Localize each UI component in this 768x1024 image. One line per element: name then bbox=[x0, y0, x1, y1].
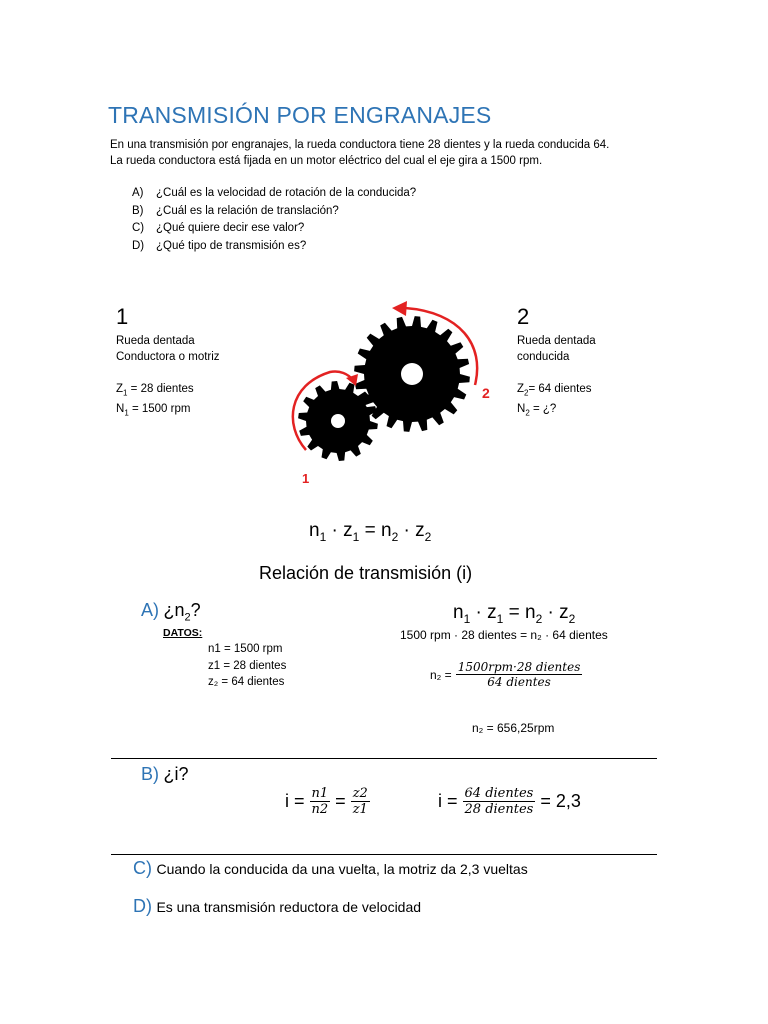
part-c-letter: C) bbox=[133, 858, 152, 878]
small-gear-icon bbox=[298, 381, 378, 461]
part-d-answer: Es una transmisión reductora de velocidad bbox=[156, 899, 422, 915]
wheel1-name-line2: Conductora o motriz bbox=[116, 351, 220, 363]
wheel2-n: $N_2$ = ¿? bbox=[517, 403, 557, 418]
intro-line-1: En una transmisión por engranajes, la rueda conductora tiene 28 dientes y la rueda conducida 64. bbox=[110, 139, 610, 151]
part-a-equation: 1500 rpm · 28 dientes = n₂ · 64 dientes bbox=[400, 628, 608, 642]
relation-heading: Relación de transmisión (i) bbox=[259, 563, 473, 583]
divider bbox=[111, 758, 657, 759]
wheel1-number: 1 bbox=[116, 304, 129, 329]
wheel2-name-line2: conducida bbox=[517, 351, 570, 363]
wheel2-info bbox=[517, 333, 596, 422]
wheel1-n: $N_1 = 1500$ rpm bbox=[116, 403, 191, 418]
wheel1-name-line1: Rueda dentada bbox=[116, 335, 195, 347]
datos-list bbox=[208, 641, 286, 691]
wheel1-z: $Z_1 = 28$ dientes bbox=[116, 383, 194, 398]
divider bbox=[111, 854, 657, 855]
part-c bbox=[133, 858, 528, 879]
wheel2-z: $Z_2= 64$ dientes bbox=[517, 383, 592, 398]
part-a-letter: A) bbox=[141, 600, 159, 620]
diagram-label-1: 1 bbox=[302, 471, 310, 486]
datos-item: z1 = 28 dientes bbox=[208, 659, 287, 672]
datos-item: z₂ = 64 dientes bbox=[208, 676, 285, 688]
wheel1-info bbox=[116, 333, 220, 422]
part-b-formula: i = $\frac{n1}{n2}$ = $\frac{z2}{z1}$ bbox=[285, 786, 368, 817]
question-item bbox=[132, 203, 416, 221]
part-a-formula: $n_1 \cdot z_1 = n_2 \cdot z_2$ bbox=[453, 602, 576, 626]
arrowhead-big-icon bbox=[392, 301, 407, 316]
question-item bbox=[132, 220, 416, 238]
part-b-letter: B) bbox=[141, 764, 159, 784]
diagram-label-2: 2 bbox=[482, 385, 490, 401]
big-gear-icon bbox=[354, 316, 470, 432]
question-text: ¿Qué quiere decir ese valor? bbox=[156, 222, 305, 234]
part-b-text: ¿i? bbox=[163, 764, 189, 784]
part-d bbox=[133, 896, 421, 917]
question-item bbox=[132, 238, 416, 256]
question-letter: C) bbox=[132, 222, 145, 234]
part-a-text: ¿$n_2$? bbox=[163, 600, 201, 624]
question-letter: D) bbox=[132, 239, 145, 252]
question-letter: A) bbox=[132, 187, 144, 199]
page-title: TRANSMISIÓN POR ENGRANAJES bbox=[108, 102, 492, 128]
n2-label: n₂ = bbox=[430, 667, 452, 682]
part-a-fraction-line bbox=[430, 660, 582, 689]
question-item bbox=[132, 185, 416, 203]
n2-fraction: $\frac{\text{1500rpm·28 dientes}}{\text{64 dientes}}$ bbox=[457, 660, 581, 689]
part-d-letter: D) bbox=[133, 896, 152, 916]
part-b-question bbox=[141, 764, 188, 785]
intro-line-2: La rueda conductora está fijada en un motor eléctrico del cual el eje gira a 1500 rpm. bbox=[110, 155, 543, 167]
part-a-result: n₂ = 656,25rpm bbox=[472, 721, 555, 735]
datos-item: n1 = 1500 rpm bbox=[208, 643, 283, 655]
part-a-question bbox=[141, 600, 201, 624]
datos-label: DATOS: bbox=[163, 627, 203, 639]
question-text: ¿Cuál es la velocidad de rotación de la conducida? bbox=[156, 187, 417, 199]
problem-statement bbox=[110, 137, 670, 169]
part-c-answer: Cuando la conducida da una vuelta, la motriz da 2,3 vueltas bbox=[156, 861, 528, 877]
wheel2-number: 2 bbox=[517, 304, 530, 329]
questions-list bbox=[132, 185, 416, 255]
question-letter: B) bbox=[132, 204, 144, 217]
part-b-result: i = $\frac{\text{64 dientes}}{\text{28 dientes}}$ = 2,3 bbox=[438, 786, 581, 817]
gear-diagram bbox=[270, 290, 510, 500]
main-formula: $n_1 \cdot z_1 = n_2 \cdot z_2$ bbox=[309, 520, 432, 544]
wheel2-name-line1: Rueda dentada bbox=[517, 335, 596, 347]
question-text: ¿Cuál es la relación de translación? bbox=[156, 204, 339, 217]
question-text: ¿Qué tipo de transmisión es? bbox=[156, 239, 307, 252]
